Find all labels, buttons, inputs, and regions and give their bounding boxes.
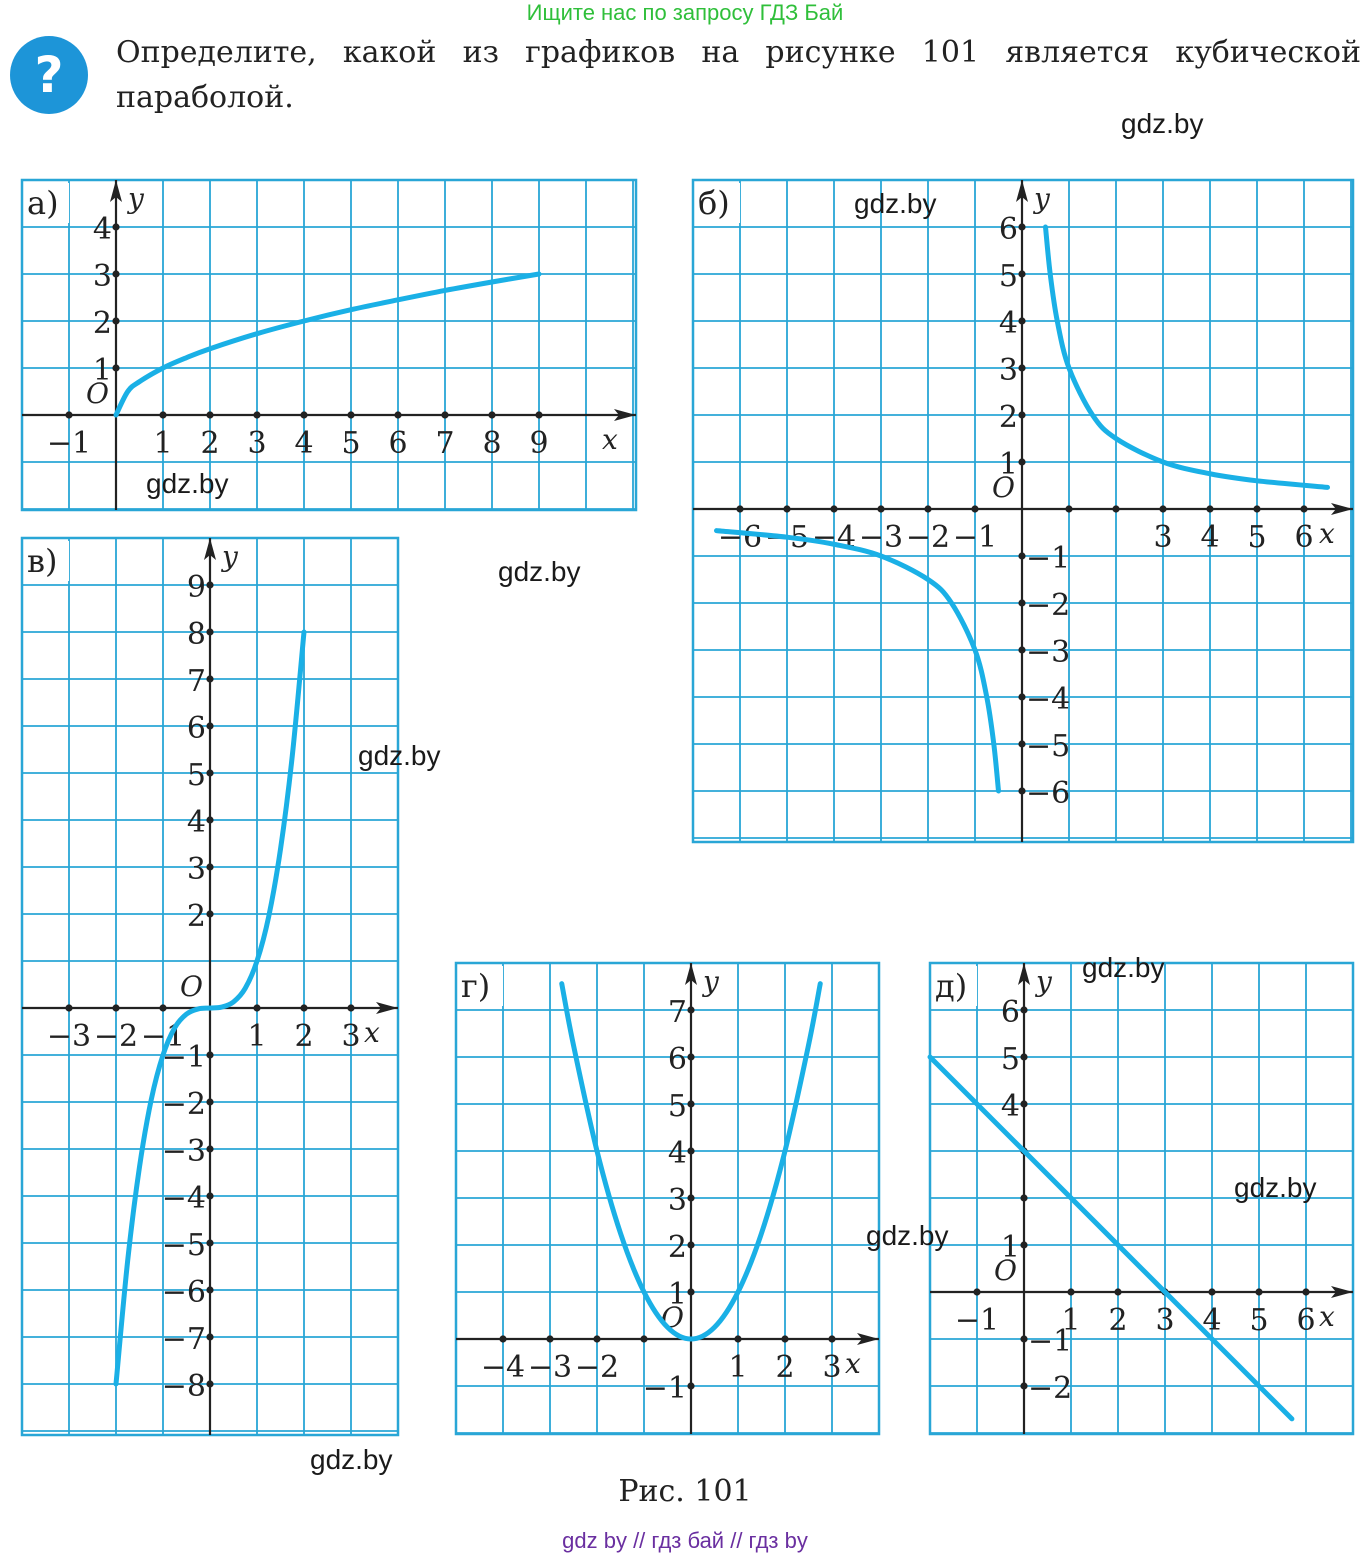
x-tick-dot — [1159, 505, 1166, 512]
y-tick-label: 6 — [667, 1042, 687, 1077]
x-tick-label: 3 — [822, 1350, 842, 1385]
watermark: gdz.by — [1082, 952, 1165, 983]
x-tick-dot — [783, 505, 790, 512]
x-tick-label: −2 — [93, 1019, 139, 1054]
x-tick-label: 3 — [247, 426, 267, 461]
y-tick-label: 2 — [92, 306, 112, 341]
x-tick-label: 1 — [728, 1350, 748, 1385]
y-tick-dot — [1018, 223, 1025, 230]
y-tick-dot — [1018, 693, 1025, 700]
y-tick-dot — [206, 1145, 213, 1152]
y-tick-label: −1 — [161, 1040, 206, 1075]
x-tick-dot — [347, 411, 354, 418]
y-tick-label: 9 — [186, 570, 206, 605]
origin-label: O — [992, 471, 1015, 504]
chart-v — [22, 538, 398, 1435]
x-tick-dot — [1208, 1288, 1215, 1295]
x-tick-dot — [781, 1335, 788, 1342]
y-tick-dot — [1018, 364, 1025, 371]
y-tick-dot — [206, 675, 213, 682]
y-tick-label: 1 — [667, 1277, 687, 1312]
y-tick-dot — [687, 1241, 694, 1248]
x-tick-dot — [499, 1335, 506, 1342]
top-banner: Ищите нас по запросу ГДЗ Бай — [526, 0, 844, 25]
y-tick-label: 4 — [1000, 1089, 1020, 1124]
y-tick-dot — [687, 1194, 694, 1201]
x-tick-dot — [593, 1335, 600, 1342]
y-tick-dot — [112, 317, 119, 324]
x-tick-label: 3 — [341, 1019, 361, 1054]
x-tick-dot — [736, 505, 743, 512]
y-tick-dot — [1018, 317, 1025, 324]
y-axis-label: y — [703, 965, 719, 998]
y-tick-label: 7 — [667, 995, 687, 1030]
x-tick-label: 8 — [482, 426, 502, 461]
x-tick-dot — [159, 1004, 166, 1011]
x-tick-dot — [1067, 1288, 1074, 1295]
x-tick-dot — [347, 1004, 354, 1011]
y-tick-label: −1 — [1028, 1324, 1073, 1359]
x-tick-label: −1 — [46, 426, 92, 461]
y-tick-label: 6 — [1000, 995, 1020, 1030]
x-tick-label: 3 — [1155, 1303, 1175, 1338]
x-tick-label: −2 — [574, 1350, 620, 1385]
x-tick-label: 2 — [200, 426, 220, 461]
y-tick-label: −4 — [1026, 682, 1071, 717]
x-tick-dot — [734, 1335, 741, 1342]
y-tick-dot — [206, 1051, 213, 1058]
watermark: gdz.by — [498, 556, 581, 587]
x-tick-dot — [973, 1288, 980, 1295]
x-tick-label: 4 — [1200, 520, 1220, 555]
x-tick-label: −2 — [905, 520, 951, 555]
x-tick-label: −3 — [858, 520, 904, 555]
y-tick-label: 2 — [998, 400, 1018, 435]
x-tick-label: 6 — [1296, 1303, 1316, 1338]
x-tick-dot — [1253, 505, 1260, 512]
y-tick-label: −7 — [161, 1322, 206, 1357]
watermark: gdz.by — [1121, 108, 1204, 139]
y-tick-label: 5 — [998, 259, 1018, 294]
y-tick-label: 1 — [998, 447, 1018, 482]
watermark: gdz.by — [146, 468, 229, 499]
y-axis-label: y — [128, 182, 144, 215]
y-tick-dot — [112, 223, 119, 230]
panel-label: б) — [698, 184, 730, 222]
y-tick-dot — [1018, 411, 1025, 418]
y-tick-dot — [206, 581, 213, 588]
y-tick-label: −6 — [161, 1275, 206, 1310]
y-tick-label: 3 — [186, 852, 206, 887]
x-axis-label: x — [845, 1347, 861, 1380]
x-tick-label: 5 — [1247, 520, 1267, 555]
x-tick-dot — [1300, 505, 1307, 512]
x-tick-label: 6 — [388, 426, 408, 461]
x-tick-label: −5 — [764, 520, 810, 555]
y-tick-dot — [687, 1288, 694, 1295]
x-tick-dot — [441, 411, 448, 418]
y-tick-label: 2 — [186, 899, 206, 934]
series-line-2 — [717, 531, 999, 791]
y-tick-dot — [1018, 599, 1025, 606]
y-axis-label: y — [1036, 965, 1052, 998]
x-tick-dot — [253, 411, 260, 418]
y-tick-dot — [1018, 787, 1025, 794]
x-axis-label: x — [1319, 517, 1335, 550]
x-tick-label: −6 — [717, 520, 763, 555]
x-axis-label: x — [364, 1016, 380, 1049]
x-tick-dot — [1112, 505, 1119, 512]
x-tick-label: 1 — [1061, 1303, 1081, 1338]
x-tick-dot — [877, 505, 884, 512]
y-tick-dot — [206, 816, 213, 823]
y-tick-dot — [1020, 1006, 1027, 1013]
x-tick-dot — [1302, 1288, 1309, 1295]
y-tick-label: −1 — [1026, 541, 1071, 576]
y-tick-dot — [1018, 552, 1025, 559]
x-tick-label: 4 — [1202, 1303, 1222, 1338]
x-tick-label: 2 — [775, 1350, 795, 1385]
y-tick-dot — [112, 364, 119, 371]
x-tick-label: −3 — [46, 1019, 92, 1054]
y-tick-label: 4 — [998, 306, 1018, 341]
x-tick-dot — [159, 411, 166, 418]
x-tick-label: 4 — [294, 426, 314, 461]
origin-label: O — [86, 377, 109, 410]
series-line-1 — [930, 1057, 1292, 1419]
panel-label: в) — [27, 542, 58, 580]
y-tick-label: 2 — [667, 1230, 687, 1265]
y-tick-dot — [687, 1006, 694, 1013]
origin-label: O — [994, 1254, 1017, 1287]
y-tick-dot — [206, 628, 213, 635]
y-tick-dot — [206, 1380, 213, 1387]
y-tick-dot — [206, 863, 213, 870]
y-axis-label: y — [1034, 182, 1050, 215]
x-axis-label: x — [1319, 1300, 1335, 1333]
x-tick-label: −3 — [527, 1350, 573, 1385]
x-tick-label: 6 — [1294, 520, 1314, 555]
y-tick-dot — [1018, 270, 1025, 277]
x-tick-dot — [253, 1004, 260, 1011]
y-tick-label: 5 — [186, 758, 206, 793]
y-tick-dot — [206, 1333, 213, 1340]
y-tick-dot — [687, 1053, 694, 1060]
y-tick-label: −3 — [161, 1134, 206, 1169]
x-tick-dot — [640, 1335, 647, 1342]
x-tick-label: −1 — [952, 520, 998, 555]
series-line-1 — [116, 274, 539, 415]
question-text: Определите, какой из графиков на рисунке 101 является кубической параболой. — [116, 35, 1361, 115]
y-tick-label: −6 — [1026, 776, 1071, 811]
y-tick-dot — [687, 1100, 694, 1107]
watermark: gdz.by — [1234, 1172, 1317, 1203]
x-tick-dot — [1114, 1288, 1121, 1295]
x-tick-dot — [535, 411, 542, 418]
y-tick-label: 1 — [92, 353, 112, 388]
y-tick-label: −8 — [161, 1369, 206, 1404]
y-tick-label: 6 — [186, 711, 206, 746]
y-tick-label: 1 — [1000, 1230, 1020, 1265]
y-tick-dot — [687, 1147, 694, 1154]
x-tick-label: 9 — [529, 426, 549, 461]
y-tick-dot — [206, 1098, 213, 1105]
y-tick-dot — [206, 722, 213, 729]
y-tick-label: 3 — [92, 259, 112, 294]
x-tick-dot — [830, 505, 837, 512]
x-tick-dot — [206, 411, 213, 418]
x-tick-label: −1 — [954, 1303, 1000, 1338]
x-tick-dot — [971, 505, 978, 512]
y-tick-label: −2 — [161, 1087, 206, 1122]
question-mark-icon: ? — [10, 36, 88, 114]
watermark: gdz.by — [358, 740, 441, 771]
origin-label: O — [180, 970, 203, 1003]
x-tick-label: 5 — [1249, 1303, 1269, 1338]
y-tick-dot — [1020, 1053, 1027, 1060]
y-tick-dot — [1020, 1335, 1027, 1342]
x-axis-label: x — [602, 423, 618, 456]
y-tick-dot — [1020, 1241, 1027, 1248]
footer-links: gdz by // гдз бай // гдз by — [562, 1528, 808, 1553]
x-tick-dot — [1065, 505, 1072, 512]
y-tick-label: 5 — [1000, 1042, 1020, 1077]
y-tick-label: −5 — [161, 1228, 206, 1263]
y-tick-dot — [206, 1192, 213, 1199]
x-tick-dot — [112, 1004, 119, 1011]
y-tick-label: −2 — [1028, 1371, 1073, 1406]
x-tick-label: −4 — [480, 1350, 526, 1385]
watermark: gdz.by — [310, 1444, 393, 1475]
y-tick-label: 4 — [186, 805, 206, 840]
y-tick-label: −4 — [161, 1181, 206, 1216]
x-tick-dot — [546, 1335, 553, 1342]
y-tick-dot — [1018, 740, 1025, 747]
y-tick-label: 4 — [92, 212, 112, 247]
y-tick-label: −1 — [642, 1371, 687, 1406]
panel-label: г) — [461, 967, 491, 1005]
y-tick-dot — [206, 910, 213, 917]
y-tick-label: 8 — [186, 617, 206, 652]
figure-caption: Рис. 101 — [618, 1474, 752, 1509]
x-tick-label: 1 — [153, 426, 173, 461]
watermark: gdz.by — [866, 1220, 949, 1251]
y-tick-dot — [206, 1239, 213, 1246]
y-tick-dot — [1020, 1100, 1027, 1107]
y-tick-dot — [687, 1382, 694, 1389]
chart-a — [22, 180, 636, 510]
y-tick-label: 3 — [667, 1183, 687, 1218]
x-tick-dot — [1206, 505, 1213, 512]
panel-label: д) — [935, 967, 968, 1005]
x-tick-dot — [300, 411, 307, 418]
chart-b — [693, 180, 1353, 842]
x-tick-label: 3 — [1153, 520, 1173, 555]
y-tick-dot — [206, 769, 213, 776]
x-tick-label: −1 — [140, 1019, 186, 1054]
y-tick-label: 6 — [998, 212, 1018, 247]
y-tick-label: 5 — [667, 1089, 687, 1124]
x-tick-label: 7 — [435, 426, 455, 461]
y-tick-label: 4 — [667, 1136, 687, 1171]
y-tick-label: 3 — [998, 353, 1018, 388]
y-tick-label: 7 — [186, 664, 206, 699]
x-tick-dot — [65, 411, 72, 418]
y-tick-label: −5 — [1026, 729, 1071, 764]
y-tick-dot — [1018, 646, 1025, 653]
x-tick-dot — [828, 1335, 835, 1342]
watermark: gdz.by — [854, 188, 937, 219]
y-tick-dot — [1018, 458, 1025, 465]
x-tick-label: 5 — [341, 426, 361, 461]
y-tick-dot — [1020, 1382, 1027, 1389]
origin-label: O — [661, 1301, 684, 1334]
series-line-1 — [1046, 227, 1328, 487]
x-tick-dot — [394, 411, 401, 418]
x-tick-dot — [300, 1004, 307, 1011]
x-tick-label: −4 — [811, 520, 857, 555]
chart-g — [456, 963, 879, 1434]
y-tick-dot — [1020, 1194, 1027, 1201]
x-tick-label: 2 — [1108, 1303, 1128, 1338]
y-tick-label: −2 — [1026, 588, 1071, 623]
panel-label: а) — [27, 184, 59, 222]
y-tick-label: −3 — [1026, 635, 1071, 670]
y-tick-dot — [112, 270, 119, 277]
x-tick-dot — [924, 505, 931, 512]
y-tick-dot — [206, 1286, 213, 1293]
x-tick-label: 2 — [294, 1019, 314, 1054]
y-axis-label: y — [222, 540, 238, 573]
x-tick-dot — [488, 411, 495, 418]
x-tick-dot — [65, 1004, 72, 1011]
x-tick-dot — [1255, 1288, 1262, 1295]
x-tick-label: 1 — [247, 1019, 267, 1054]
